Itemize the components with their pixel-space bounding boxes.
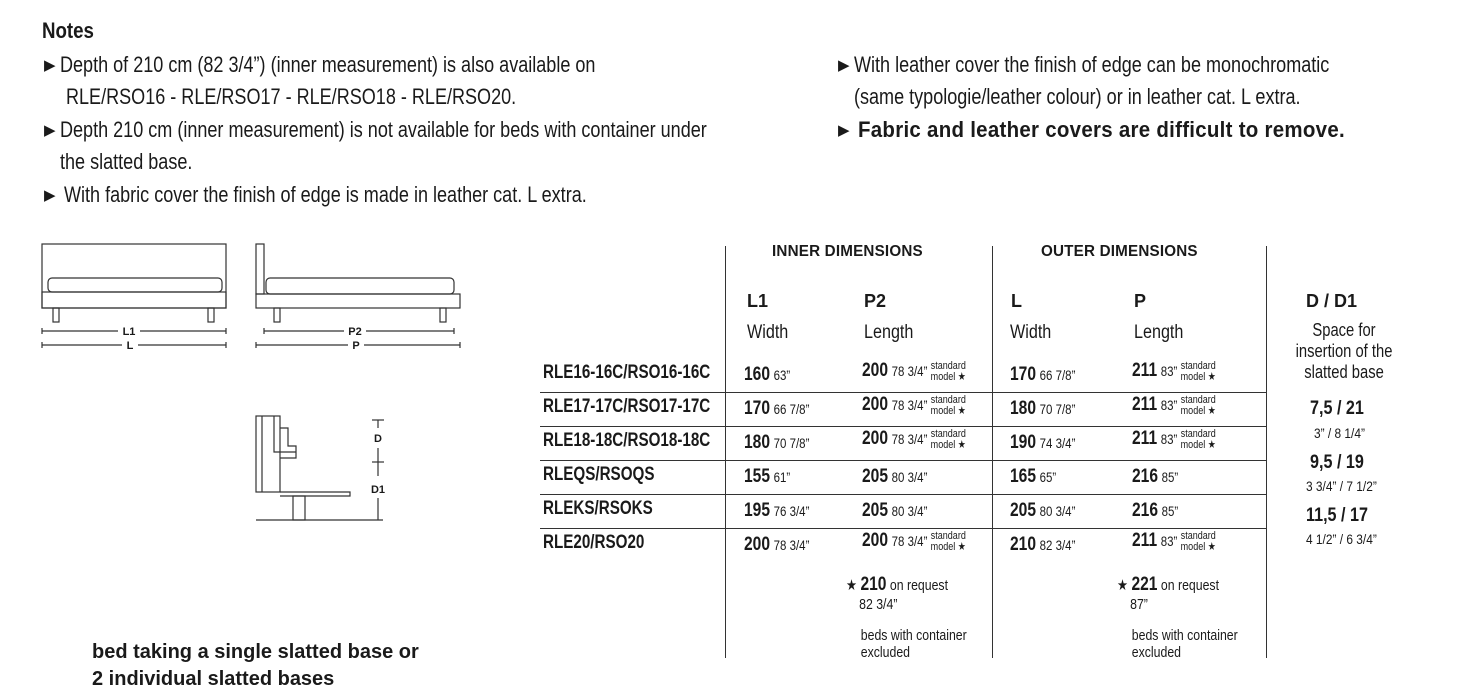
std-line: standard bbox=[1180, 393, 1216, 406]
note-text: Depth 210 cm (inner measurement) is not available for beds with container under bbox=[59, 117, 707, 142]
bold-note-text: Fabric and leather covers are difficult to remove. bbox=[858, 117, 1345, 142]
model-name: RLE20/RSO20 bbox=[543, 532, 645, 553]
col-name: Width bbox=[747, 322, 789, 343]
cm-value: 155 bbox=[744, 466, 770, 487]
cm-value: 211 bbox=[1132, 428, 1158, 449]
triangle-bullet-icon: ▶ bbox=[44, 187, 56, 204]
inch-value: 83” bbox=[1160, 397, 1178, 413]
footnote-value: 210 bbox=[860, 574, 887, 595]
inch-value: 80 3/4” bbox=[891, 503, 928, 519]
note-item-bold bbox=[838, 117, 1433, 149]
cm-value: 200 bbox=[862, 530, 888, 551]
model-name: RLE18-18C/RSO18-18C bbox=[543, 430, 711, 451]
standard-model-note bbox=[1181, 531, 1216, 553]
col-name: Length bbox=[1134, 322, 1184, 343]
cm-value: 200 bbox=[862, 394, 888, 415]
inch-value: 83” bbox=[1160, 533, 1178, 549]
row-divider bbox=[540, 494, 1266, 495]
std-line: model ★ bbox=[1180, 404, 1216, 417]
footnote-inner bbox=[846, 574, 967, 661]
inch-value: 78 3/4” bbox=[773, 537, 810, 553]
inch-value: 85” bbox=[1161, 469, 1179, 485]
cm-value: 180 bbox=[744, 432, 770, 453]
cell-l bbox=[1010, 364, 1075, 386]
std-line: model ★ bbox=[1180, 540, 1216, 553]
col-name: Width bbox=[1010, 322, 1052, 343]
cm-value: 205 bbox=[1010, 500, 1036, 521]
standard-model-note bbox=[931, 361, 966, 383]
cell-l bbox=[1010, 500, 1075, 522]
std-line: model ★ bbox=[930, 438, 966, 451]
footnote-inch: 87” bbox=[1130, 596, 1148, 613]
inch-value: 76 3/4” bbox=[773, 503, 810, 519]
row-divider bbox=[540, 392, 1266, 393]
note-item-cont bbox=[838, 84, 1433, 117]
cell-p bbox=[1132, 394, 1216, 417]
model-name: RLEKS/RSOKS bbox=[543, 498, 653, 519]
note-item bbox=[44, 117, 848, 149]
row-divider bbox=[540, 528, 1266, 529]
footnote-value: 221 bbox=[1131, 574, 1158, 595]
cell-l bbox=[1010, 398, 1075, 420]
cell-p bbox=[1132, 428, 1216, 451]
inch-value: 78 3/4” bbox=[891, 397, 928, 413]
cm-value: 211 bbox=[1132, 530, 1158, 551]
note-item-cont bbox=[44, 84, 848, 117]
caption-line: bed taking a single slatted base or bbox=[92, 641, 419, 663]
cm-value: 170 bbox=[744, 398, 770, 419]
cell-p bbox=[1132, 466, 1178, 488]
footnote-note: on request bbox=[1160, 577, 1220, 594]
inner-dimensions-header: INNER DIMENSIONS bbox=[772, 243, 923, 260]
triangle-bullet-icon: ▶ bbox=[44, 122, 56, 139]
standard-model-note bbox=[1181, 429, 1216, 451]
divider bbox=[725, 246, 726, 658]
divider bbox=[1266, 246, 1267, 658]
label-d: D bbox=[374, 433, 382, 445]
label-l1: L1 bbox=[122, 326, 136, 338]
caption bbox=[92, 639, 419, 693]
cm-value: 211 bbox=[1132, 360, 1158, 381]
footnote-excl-line: beds with container bbox=[860, 627, 967, 644]
label-p: P bbox=[352, 340, 360, 352]
cm-value: 200 bbox=[744, 534, 770, 555]
cm-value: 216 bbox=[1132, 466, 1158, 487]
model-name: RLE17-17C/RSO17-17C bbox=[543, 396, 711, 417]
cm-value: 205 bbox=[862, 466, 888, 487]
std-line: standard bbox=[930, 529, 966, 542]
cell-p2 bbox=[862, 500, 927, 522]
note-item bbox=[44, 52, 848, 84]
inch-value: 70 7/8” bbox=[1039, 401, 1076, 417]
row-divider bbox=[540, 426, 1266, 427]
note-item-cont bbox=[44, 149, 848, 182]
cm-value: 195 bbox=[744, 500, 770, 521]
dd-inch: 3” / 8 1/4” bbox=[1314, 425, 1365, 441]
label-p2: P2 bbox=[348, 326, 362, 338]
cell-l bbox=[1010, 534, 1075, 556]
cm-value: 160 bbox=[744, 364, 770, 385]
cell-l1 bbox=[744, 432, 809, 454]
inch-value: 78 3/4” bbox=[891, 363, 928, 379]
cell-l1 bbox=[744, 500, 809, 522]
notes-right bbox=[838, 52, 1433, 149]
star-icon: ★ bbox=[846, 577, 858, 594]
section-drawing bbox=[256, 416, 384, 520]
label-d1: D1 bbox=[370, 484, 386, 496]
note-text: (same typologie/leather colour) or in leather cat. L extra. bbox=[854, 84, 1301, 109]
dd-desc-line: Space for bbox=[1312, 320, 1376, 340]
dd-inch: 3 3/4” / 7 1/2” bbox=[1306, 478, 1377, 494]
label-l: L bbox=[126, 340, 134, 352]
dd-description bbox=[1278, 320, 1409, 383]
standard-model-note bbox=[931, 531, 966, 553]
col-name: Length bbox=[864, 322, 914, 343]
model-name: RLEQS/RSOQS bbox=[543, 464, 655, 485]
outer-dimensions-header: OUTER DIMENSIONS bbox=[1041, 243, 1198, 260]
std-line: standard bbox=[930, 427, 966, 440]
triangle-bullet-icon: ▶ bbox=[838, 57, 850, 74]
note-text: the slatted base. bbox=[60, 149, 193, 174]
inch-value: 80 3/4” bbox=[1039, 503, 1076, 519]
std-line: standard bbox=[1180, 427, 1216, 440]
col-code: P bbox=[1134, 291, 1147, 311]
cm-value: 165 bbox=[1010, 466, 1036, 487]
note-text: With leather cover the finish of edge can be monochromatic bbox=[853, 52, 1329, 77]
col-code: L1 bbox=[747, 291, 769, 311]
cm-value: 190 bbox=[1010, 432, 1036, 453]
cell-p2 bbox=[862, 530, 966, 553]
dd-code: D / D1 bbox=[1306, 291, 1358, 311]
footnote-exclusion bbox=[861, 627, 967, 661]
cell-p2 bbox=[862, 466, 927, 488]
footnote-excl-line: excluded bbox=[1131, 644, 1181, 661]
cell-p2 bbox=[862, 360, 966, 383]
inch-value: 78 3/4” bbox=[891, 533, 928, 549]
std-line: standard bbox=[930, 359, 966, 372]
footnote-exclusion bbox=[1132, 627, 1238, 661]
standard-model-note bbox=[931, 429, 966, 451]
cm-value: 205 bbox=[862, 500, 888, 521]
dd-value: 7,5 / 21 bbox=[1310, 398, 1364, 419]
cm-value: 210 bbox=[1010, 534, 1036, 555]
footnote-excl-line: excluded bbox=[860, 644, 910, 661]
cm-value: 211 bbox=[1132, 394, 1158, 415]
std-line: model ★ bbox=[930, 370, 966, 383]
cm-value: 216 bbox=[1132, 500, 1158, 521]
cell-p bbox=[1132, 360, 1216, 383]
inch-value: 74 3/4” bbox=[1039, 435, 1076, 451]
notes-title: Notes bbox=[42, 18, 94, 43]
row-divider bbox=[540, 460, 1266, 461]
std-line: model ★ bbox=[930, 540, 966, 553]
note-text: RLE/RSO16 - RLE/RSO17 - RLE/RSO18 - RLE/RSO20. bbox=[66, 84, 517, 109]
cell-p2 bbox=[862, 394, 966, 417]
inch-value: 83” bbox=[1160, 431, 1178, 447]
cm-value: 200 bbox=[862, 428, 888, 449]
footnote-note: on request bbox=[889, 577, 949, 594]
inch-value: 82 3/4” bbox=[1039, 537, 1076, 553]
note-item bbox=[838, 52, 1433, 84]
inch-value: 80 3/4” bbox=[891, 469, 928, 485]
standard-model-note bbox=[1181, 395, 1216, 417]
model-name: RLE16-16C/RSO16-16C bbox=[543, 362, 711, 383]
cm-value: 170 bbox=[1010, 364, 1036, 385]
cell-l1 bbox=[744, 364, 790, 386]
caption-line: 2 individual slatted bases bbox=[92, 668, 335, 690]
std-line: standard bbox=[930, 393, 966, 406]
note-text: With fabric cover the finish of edge is made in leather cat. L extra. bbox=[64, 182, 587, 207]
bed-dimension-diagram bbox=[38, 240, 463, 530]
footnote-outer bbox=[1117, 574, 1238, 661]
inch-value: 66 7/8” bbox=[1039, 367, 1076, 383]
dd-value: 9,5 / 19 bbox=[1310, 452, 1364, 473]
dd-inch: 4 1/2” / 6 3/4” bbox=[1306, 531, 1377, 547]
col-code: P2 bbox=[864, 291, 887, 311]
col-code: L bbox=[1011, 291, 1022, 311]
triangle-bullet-icon: ▶ bbox=[44, 57, 56, 74]
cm-value: 200 bbox=[862, 360, 888, 381]
cell-l1 bbox=[744, 534, 809, 556]
standard-model-note bbox=[931, 395, 966, 417]
std-line: standard bbox=[1180, 529, 1216, 542]
std-line: standard bbox=[1180, 359, 1216, 372]
notes-left bbox=[44, 52, 848, 214]
inch-value: 78 3/4” bbox=[891, 431, 928, 447]
dd-desc-line: slatted base bbox=[1304, 362, 1384, 382]
std-line: model ★ bbox=[1180, 438, 1216, 451]
triangle-bullet-icon: ▶ bbox=[838, 122, 850, 139]
cell-p2 bbox=[862, 428, 966, 451]
inch-value: 70 7/8” bbox=[773, 435, 810, 451]
std-line: model ★ bbox=[930, 404, 966, 417]
standard-model-note bbox=[1181, 361, 1216, 383]
inch-value: 65” bbox=[1039, 469, 1057, 485]
star-icon: ★ bbox=[1117, 577, 1129, 594]
cell-l bbox=[1010, 466, 1056, 488]
note-item bbox=[44, 182, 848, 214]
cell-l1 bbox=[744, 466, 790, 488]
cell-l bbox=[1010, 432, 1075, 454]
dd-desc-line: insertion of the bbox=[1295, 341, 1393, 361]
std-line: model ★ bbox=[1180, 370, 1216, 383]
cell-p bbox=[1132, 500, 1178, 522]
footnote-excl-line: beds with container bbox=[1131, 627, 1238, 644]
cell-p bbox=[1132, 530, 1216, 553]
divider bbox=[992, 246, 993, 658]
inch-value: 61” bbox=[773, 469, 791, 485]
cm-value: 180 bbox=[1010, 398, 1036, 419]
dd-value: 11,5 / 17 bbox=[1306, 505, 1368, 526]
inch-value: 83” bbox=[1160, 363, 1178, 379]
cell-l1 bbox=[744, 398, 809, 420]
inch-value: 63” bbox=[773, 367, 791, 383]
footnote-inch: 82 3/4” bbox=[859, 596, 898, 613]
inch-value: 85” bbox=[1161, 503, 1179, 519]
inch-value: 66 7/8” bbox=[773, 401, 810, 417]
note-text: Depth of 210 cm (82 3/4”) (inner measurement) is also available on bbox=[59, 52, 596, 77]
